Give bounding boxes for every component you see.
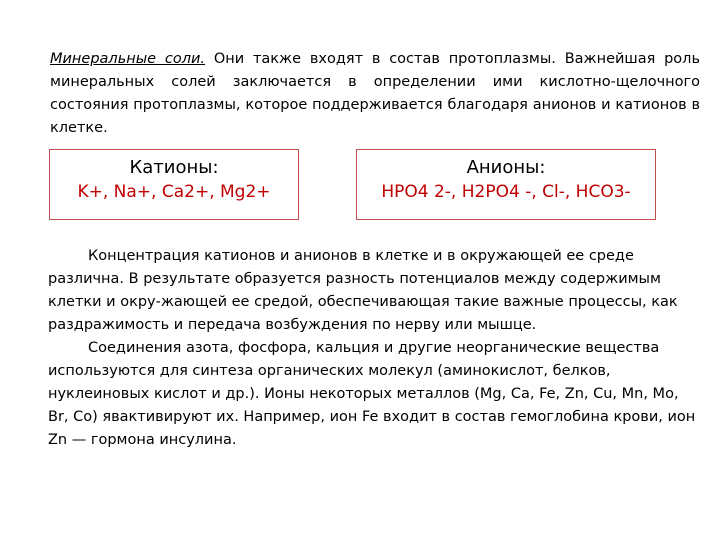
anions-box — [356, 149, 656, 220]
anions-title: Анионы: — [466, 157, 546, 178]
cations-title: Катионы: — [129, 157, 219, 178]
intro-paragraph — [50, 48, 700, 140]
intro-term: Минеральные соли. — [50, 51, 206, 67]
cations-list: K+, Na+, Ca2+, Mg2+ — [77, 182, 271, 202]
compounds-paragraph: Соединения азота, фосфора, кальция и другие неорганические вещества используются для синтеза органических молекул (аминокислот, белков, нуклеиновых кислот и др.). Ионы некоторых металлов (Mg, Ca, Fe, Zn, Cu, Mn, Mo, Br, Co) явактивируют их. Например, ион Fe входит в состав гемоглобина крови, ион Zn — гормона инсулина. — [48, 340, 696, 448]
cations-box — [49, 149, 299, 220]
intro-text: Они также входят в состав протоплазмы. Важнейшая роль минеральных солей заключается в определении ими кислотно-щелочного состояния протоплазмы, которое поддерживается благодаря анионов и катионов в клетке. — [50, 51, 700, 136]
concentration-paragraph: Концентрация катионов и анионов в клетке и в окружающей ее среде различна. В результате образуется разность потенциалов между содержимым клетки и окру-жающей ее средой, обеспечивающая такие важные процессы, как раздражимость и передача возбуждения по нерву или мышце. — [48, 248, 678, 333]
anions-list: HPO4 2-, H2PO4 -, Cl-, HCO3- — [381, 182, 631, 202]
body-text — [48, 245, 702, 452]
